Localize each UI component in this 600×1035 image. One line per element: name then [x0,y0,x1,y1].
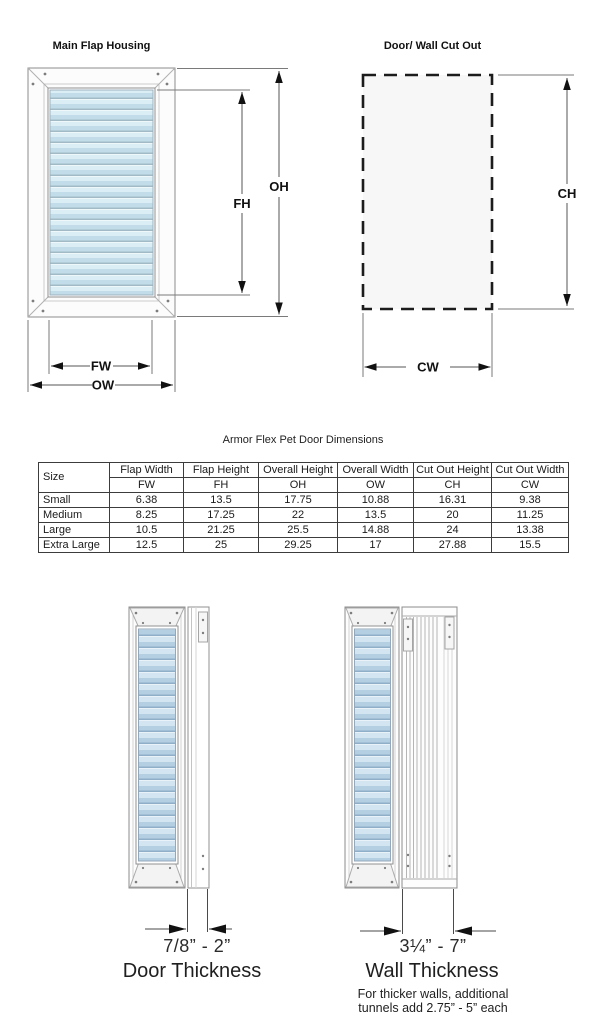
cell-value: 10.88 [338,493,414,508]
cell-value: 14.88 [338,523,414,538]
wall-housing-top-cap [346,608,398,628]
wall-thickness-range: 3¼” - 7” [399,936,467,956]
abbr-ow: OW [338,478,414,493]
cell-value: 20 [414,508,492,523]
col-header-cutout-width: Cut Out Width [492,463,569,478]
cell-value: 13.5 [184,493,259,508]
cell-value: 16.31 [414,493,492,508]
cell-value: 15.5 [492,538,569,553]
door-thickness-diagram [129,607,232,932]
cell-value: 27.88 [414,538,492,553]
cell-value: 12.5 [110,538,184,553]
wall-thickness-note-line1: For thicker walls, additional [357,987,509,1001]
row-size: Medium [39,508,110,523]
abbr-oh: OH [259,478,338,493]
cell-value: 25 [184,538,259,553]
table-row [39,523,569,538]
table-title: Armor Flex Pet Door Dimensions [222,434,384,446]
abbr-cw: CW [492,478,569,493]
wall-thickness-caption: Wall Thickness [365,960,499,982]
col-header-flap-width: Flap Width [110,463,184,478]
table-header-row [39,463,569,478]
fw-dimension-label: FW [90,358,112,374]
table-row [39,538,569,553]
row-size: Small [39,493,110,508]
cell-value: 6.38 [110,493,184,508]
wall-thickness-note [348,987,518,1015]
col-header-overall-width: Overall Width [338,463,414,478]
housing-flap-slats [50,90,153,295]
door-thickness-range: 7/8” - 2” [163,936,231,956]
cell-value: 17.25 [184,508,259,523]
ow-dimension-label: OW [91,377,115,393]
cell-value: 25.5 [259,523,338,538]
wall-housing-slats [355,629,391,861]
wall-thickness-diagram [345,607,496,934]
cutout-dashed-rect [363,75,492,309]
wall-housing-bottom-cap [346,862,398,887]
fh-dimension-label: FH [233,196,251,211]
cell-value: 29.25 [259,538,338,553]
abbr-fw: FW [110,478,184,493]
cell-value: 8.25 [110,508,184,523]
row-size: Extra Large [39,538,110,553]
door-thickness-dimension [145,889,232,932]
cell-value: 13.5 [338,508,414,523]
cell-value: 17.75 [259,493,338,508]
door-housing-top-cap [130,608,184,628]
cell-value: 21.25 [184,523,259,538]
table-row [39,508,569,523]
dimensions-table [38,462,569,553]
oh-dimension-label: OH [269,179,289,194]
cell-value: 24 [414,523,492,538]
door-thickness-caption: Door Thickness [122,960,262,982]
cell-value: 11.25 [492,508,569,523]
cutout-title: Door/ Wall Cut Out [383,40,482,52]
wall-tunnel-plate-right [445,617,454,649]
abbr-fh: FH [184,478,259,493]
cell-value: 9.38 [492,493,569,508]
main-flap-housing-diagram [28,68,289,393]
size-column-header: Size [39,463,110,493]
door-housing-bottom-cap [130,862,184,887]
ch-dimension-label: CH [557,186,577,201]
cell-value: 10.5 [110,523,184,538]
col-header-cutout-height: Cut Out Height [414,463,492,478]
cell-value: 22 [259,508,338,523]
door-housing-slats [139,629,176,861]
abbr-ch: CH [414,478,492,493]
col-header-flap-height: Flap Height [184,463,259,478]
row-size: Large [39,523,110,538]
wall-tunnel-plate-left [404,619,413,651]
cell-value: 17 [338,538,414,553]
cutout-diagram [363,75,576,377]
col-header-overall-height: Overall Height [259,463,338,478]
main-flap-housing-title: Main Flap Housing [52,40,151,52]
wall-thickness-note-line2: tunnels add 2.75” - 5” each [358,1001,508,1015]
cell-value: 13.38 [492,523,569,538]
wall-thickness-dimension [360,889,496,934]
cw-dimension-label: CW [417,359,439,375]
table-row [39,493,569,508]
door-latch-plate [199,612,208,642]
table-abbr-row [39,478,569,493]
